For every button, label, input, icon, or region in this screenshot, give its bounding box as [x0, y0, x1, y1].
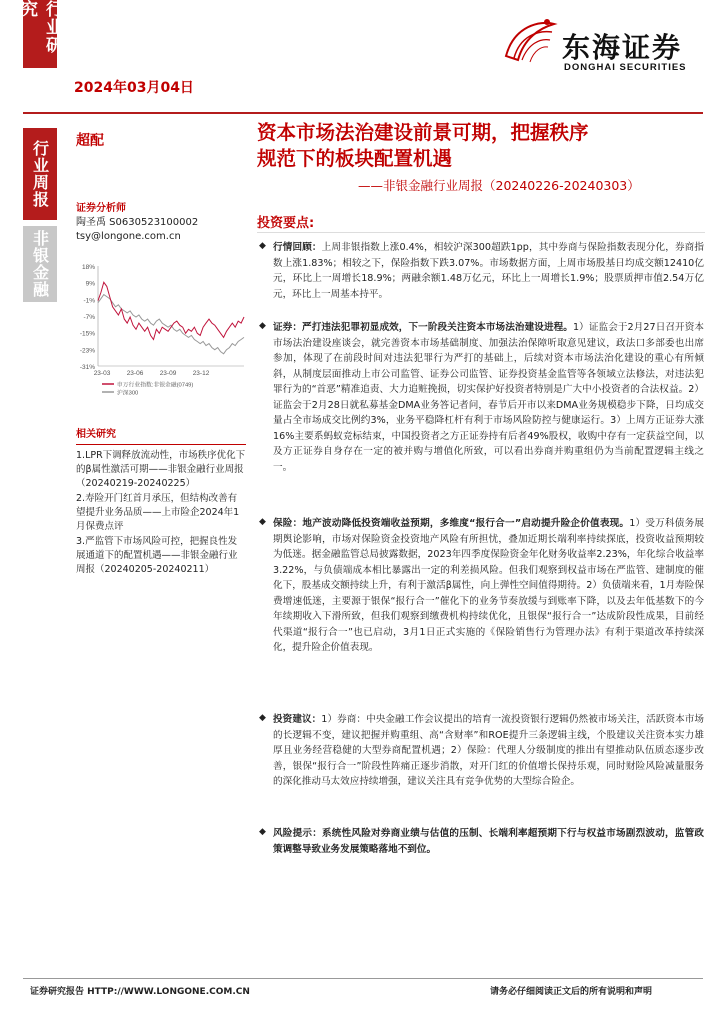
legend-label: 沪深300 [117, 390, 139, 397]
report-type-label: 行业研究 [17, 0, 62, 54]
point-lead: 保险：地产波动降低投资端收益预期，多维度“报行合一”启动提升险企价值表现。 [273, 518, 630, 529]
header-divider [23, 112, 703, 114]
diamond-bullet-icon: ◆ [259, 827, 266, 837]
index-performance-chart [72, 260, 252, 400]
related-heading: 相关研究 [76, 429, 116, 440]
point-insurance [259, 516, 704, 656]
y-tick-label: -15% [79, 330, 95, 338]
legend-label: 申万行业指数:非银金融(0749) [117, 382, 194, 389]
diamond-bullet-icon: ◆ [259, 517, 266, 527]
side-tab-sector-label: 非银金融 [30, 230, 50, 298]
report-subtitle: ——非银金融行业周报（20240226-20240303） [358, 178, 640, 193]
x-tick-label: 23-03 [93, 370, 111, 377]
point-securities [259, 320, 704, 475]
x-tick-label: 23-06 [126, 370, 144, 377]
point-lead: 证券：严打违法犯罪初显成效，下一阶段关注资本市场法治建设进程。 [273, 322, 573, 333]
rating: 超配 [76, 133, 104, 149]
point-text: 1）证监会于2月27日召开资本市场法治建设座谈会，就完善资本市场基础制度、加强法治保障听取意见建议，政法口多部委也出席参加，体现了在前段时间对违法犯罪行为严打的基础上，后续对资本市场法治化建设的重心有所倾斜，从制度层面推动上市公司监管、证券公司监管、证券投资基金监管等各领域立法修法，对违法犯罪行为的“首恶”精准追责、大力追赃挽损，切实保护好投资者特别是广大中小投资者的合法权益。2）证监会于2月28日就私募基金DMA业务答记者问，春节后开市以来DMA业务规模稳步下降，日均成交量占全市场成交比例约3%，业务平稳降杠杆有利于市场风险防控与健康运行。3）上周方正证券大涨16%主要系蚂蚁竞标结束，中国投资者之方正证券持有后者49%股权，收购中存有一定获益空间，以及方正证券自身存在一定的被并购与增值化所致，可以看出券商并购重组仍为当前配置逻辑主线之一。 [273, 322, 705, 473]
related-item[interactable]: 2.寿险开门红首月承压，但结构改善有望提升业务品质——上市险企2024年1月保费点评 [76, 493, 240, 532]
analyst-block [76, 202, 246, 244]
y-tick-label: -23% [79, 347, 95, 355]
related-item[interactable]: 1.LPR下调释放流动性，市场秩序优化下的β属性激活可期——非银金融行业周报（20240219-20240225） [76, 450, 246, 489]
footer-right: 请务必仔细阅读正文后的所有说明和声明 [490, 987, 653, 997]
point-investment-advice [259, 712, 704, 790]
series-line [98, 282, 244, 339]
related-item[interactable]: 3.严监管下市场风险可控，把握良性发展通道下的配置机遇——非银金融行业周报（20240205-20240211） [76, 536, 238, 575]
diamond-bullet-icon: ◆ [259, 241, 266, 251]
report-title-line2: 规范下的板块配置机遇 [257, 147, 453, 170]
key-points-divider [257, 232, 705, 233]
analyst-name: 陶圣禹 S0630523100002 [76, 217, 199, 228]
x-tick-label: 23-09 [159, 370, 177, 377]
side-tab-weekly [23, 128, 57, 220]
logo [500, 16, 700, 76]
footer-divider [23, 978, 703, 979]
report-date: 2024年03月04日 [74, 80, 194, 96]
footer-left[interactable]: 证券研究报告 HTTP://WWW.LONGONE.COM.CN [30, 987, 250, 997]
side-tab-weekly-label: 行业周报 [30, 140, 50, 208]
logo-name: 东海证券 [562, 31, 683, 64]
diamond-bullet-icon: ◆ [259, 321, 266, 331]
logo-english: DONGHAI SECURITIES [564, 62, 687, 73]
key-points-heading: 投资要点: [257, 216, 315, 231]
y-tick-label: 18% [81, 264, 95, 271]
point-market-review [259, 240, 704, 302]
y-tick-label: 9% [85, 280, 95, 288]
x-tick-label: 23-12 [192, 370, 210, 377]
report-type-tab [17, 0, 62, 68]
related-research [76, 428, 246, 577]
point-text: 1）券商：中央金融工作会议提出的培育一流投资银行逻辑仍然被市场关注，活跃资本市场的长逻辑不变，建议把握并购重组、高“含财率”和ROE提升三条逻辑主线，个股建议关注资本实力雄厚且业务经营稳健的大型券商配置机遇；2）保险：代理人分级制度的推出有望推动队伍质态逐步改善，银保“报行合一”阶段性阵痛正逐步消散，对开门红的价值增长保持乐观，同时财险风险减量服务的深化推动马太效应持续增强，建议关注具有竞争优势的大型综合险企。 [273, 714, 705, 787]
point-lead: 行情回顾： [273, 242, 322, 253]
y-tick-label: -1% [83, 297, 95, 305]
related-divider [76, 444, 246, 445]
point-lead: 风险提示：系统性风险对券商业绩与估值的压制、长端利率超预期下行与权益市场剧烈波动，监管政策调整导致业务发展策略落地不到位。 [273, 828, 704, 855]
point-risk-warning [259, 826, 704, 857]
analyst-email: tsy@longone.com.cn [76, 231, 181, 242]
diamond-bullet-icon: ◆ [259, 713, 266, 723]
point-text: 上周非银指数上涨0.4%，相较沪深300超跌1pp，其中券商与保险指数表现分化，券商指数上涨1.83%；相较之下，保险指数下跌3.07%。市场数据方面，上周市场股基日均成交额12410亿元，环比上一周增长18.9%；两融余额1.48万亿元，环比上一周增长1.9%；股票质押市值2.54万亿元，环比上一周基本持平。 [273, 242, 705, 300]
y-tick-label: -31% [79, 364, 95, 371]
point-lead: 投资建议： [273, 714, 322, 725]
logo-mark-icon [500, 16, 560, 70]
report-title-line1: 资本市场法治建设前景可期，把握秩序 [257, 121, 589, 144]
series-line [98, 295, 244, 354]
point-text: 1）受万科债务展期舆论影响，市场对保险资金投资地产风险有所担忧，叠加近期长端利率持续探底，投资收益预期较为低迷。据金融监管总局披露数据，2023年四季度保险资金年化财务收益率2.23%，年化综合收益率3.22%，与负债端成本相比暴露出一定的利差损风险。但我们观察到权益市场在严监管、建制度的催化下，股基成交额持续上升，有利于激活β属性，向上弹性空间值得期待。2）负债端来看，1月寿险保费增速低迷，主要源于银保“报行合一”催化下的业务节奏放缓与到账率下降，以及去年低基数下的今年续期收入下滑所致，但我们观察到缴费机构持续优化，且银保“报行合一”达成阶段性成果，目前经代渠道“报行合一”也已启动，3月1日正式实施的《保险销售行为管理办法》有利于渠道改革持续深化，提升险企价值表现。 [273, 518, 704, 653]
analyst-heading: 证券分析师 [76, 203, 126, 214]
side-tab-sector [23, 226, 57, 302]
y-tick-label: -7% [83, 314, 95, 321]
